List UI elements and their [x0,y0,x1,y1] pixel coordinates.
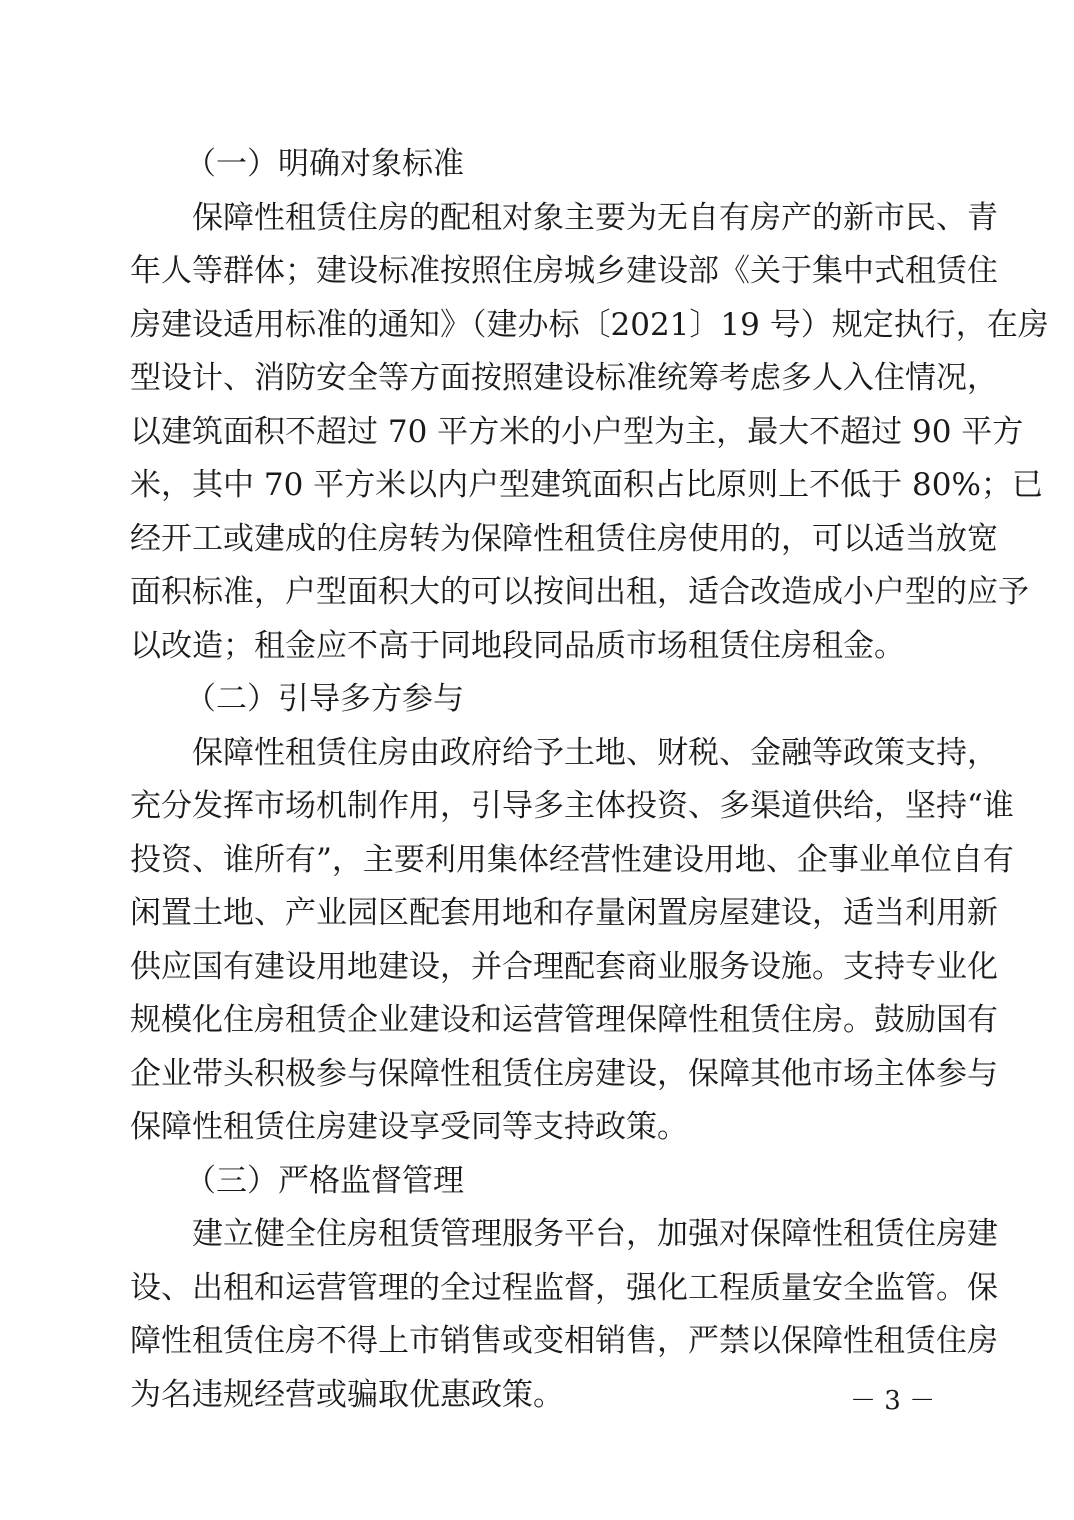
section-heading: （三）严格监督管理 [185,1162,464,1199]
paragraph-line: 以建筑面积不超过 70 平方米的小户型为主，最大不超过 90 平方 [130,413,1024,450]
paragraph-line: 投资、谁所有”，主要利用集体经营性建设用地、企事业单位自有 [130,841,1014,878]
paragraph-line: 规模化住房租赁企业建设和运营管理保障性租赁住房。鼓励国有 [130,1002,998,1038]
paragraph-line: 保障性租赁住房由政府给予土地、财税、金融等政策支持， [192,734,998,771]
paragraph-line: 供应国有建设用地建设，并合理配套商业服务设施。支持专业化 [130,948,998,985]
paragraph-line: 以改造；租金应不高于同地段同品质市场租赁住房租金。 [130,627,905,664]
paragraph-line: 企业带头积极参与保障性租赁住房建设，保障其他市场主体参与 [130,1055,998,1092]
section-heading: （一）明确对象标准 [185,146,464,182]
paragraph-line: 型设计、消防安全等方面按照建设标准统筹考虑多人入住情况， [130,360,998,396]
document-body [130,138,1049,1422]
paragraph-line: 年人等群体；建设标准按照住房城乡建设部《关于集中式租赁住 [130,253,998,289]
paragraph-line: 为名违规经营或骗取优惠政策。 [130,1376,564,1413]
page-number: － 3 － [850,1386,936,1416]
paragraph-line: 建立健全住房租赁管理服务平台，加强对保障性租赁住房建 [192,1216,998,1252]
paragraph-line: 保障性租赁住房的配租对象主要为无自有房产的新市民、青 [192,199,998,236]
section-heading: （二）引导多方参与 [185,681,464,717]
paragraph-line: 设、出租和运营管理的全过程监督，强化工程质量安全监管。保 [130,1269,998,1306]
paragraph-line: 房建设适用标准的通知》（建办标〔2021〕19 号）规定执行，在房 [130,306,1049,343]
paragraph-line: 米，其中 70 平方米以内户型建筑面积占比原则上不低于 80%；已 [130,467,1043,503]
paragraph-line: 面积标准，户型面积大的可以按间出租，适合改造成小户型的应予 [130,574,1029,610]
paragraph-line: 闲置土地、产业园区配套用地和存量闲置房屋建设，适当利用新 [130,895,998,931]
paragraph-line: 充分发挥市场机制作用，引导多主体投资、多渠道供给，坚持“谁 [130,788,1014,824]
paragraph-line: 保障性租赁住房建设享受同等支持政策。 [130,1109,688,1145]
paragraph-line: 经开工或建成的住房转为保障性租赁住房使用的，可以适当放宽 [130,520,998,557]
paragraph-line: 障性租赁住房不得上市销售或变相销售，严禁以保障性租赁住房 [130,1323,998,1359]
